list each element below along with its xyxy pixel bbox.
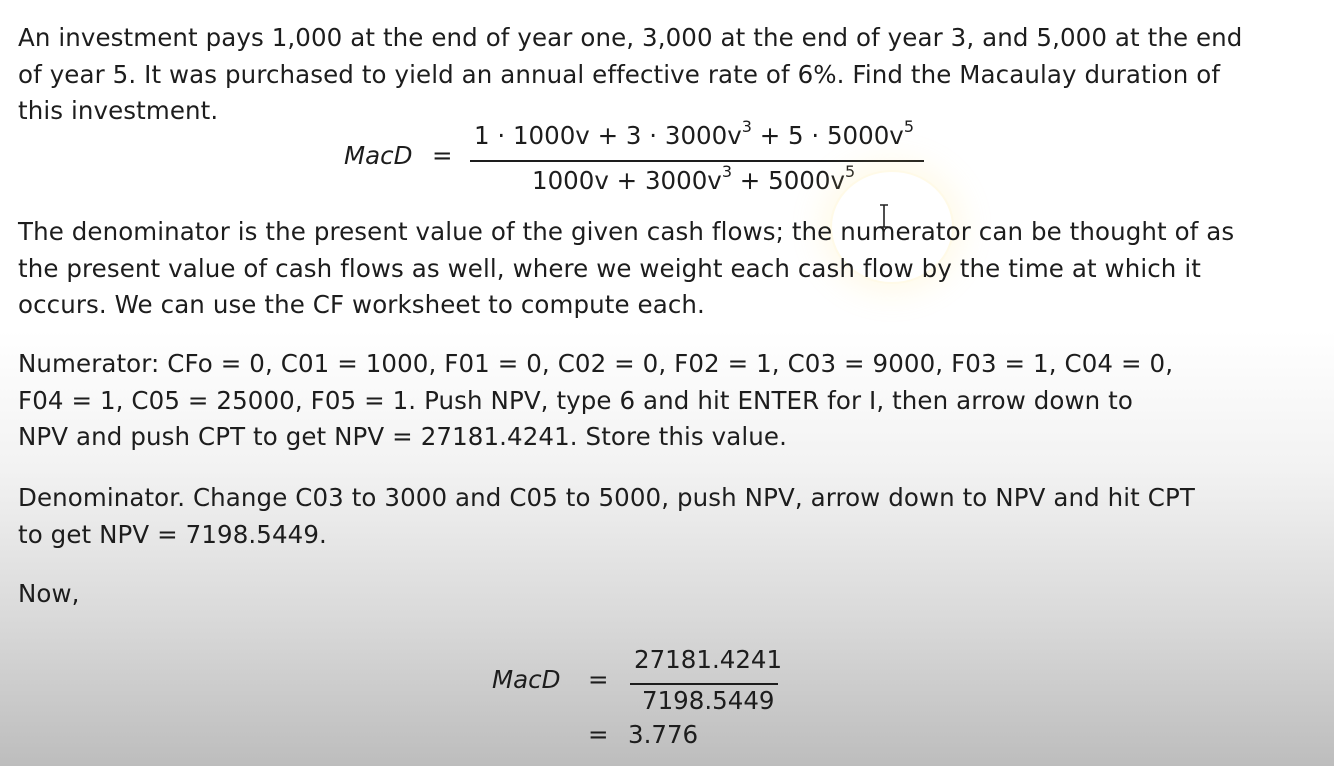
denominator-line-1: Denominator. Change C03 to 3000 and C05 to 5000, push NPV, arrow down to NPV and hit CPT bbox=[18, 483, 1195, 512]
result-equals: = bbox=[588, 665, 609, 694]
formula-lhs: MacD bbox=[344, 141, 413, 170]
numerator-paragraph bbox=[18, 346, 1318, 456]
formula-equals: = bbox=[432, 141, 453, 170]
intro-line-2: of year 5. It was purchased to yield an annual effective rate of 6%. Find the Macaulay duration of bbox=[18, 59, 1221, 89]
result-numerator: 27181.4241 bbox=[634, 645, 783, 674]
formula-denominator: $1000v + 3000v^3 + 5000v^5$ bbox=[532, 162, 856, 195]
numerator-line-1: Numerator: CFo = 0, C01 = 1000, F01 = 0, C02 = 0, F02 = 1, C03 = 9000, F03 = 1, C04 = 0, bbox=[18, 349, 1174, 378]
result-equals-2: = bbox=[588, 720, 609, 749]
numerator-line-2: F04 = 1, C05 = 25000, F05 = 1. Push NPV, type 6 and hit ENTER for I, then arrow down to bbox=[18, 385, 1133, 415]
result-lhs: MacD bbox=[492, 665, 561, 694]
explain-line-3: occurs. We can use the CF worksheet to compute each. bbox=[18, 290, 705, 319]
explain-line-2: the present value of cash flows as well, where we weight each cash flow by the time at which it bbox=[18, 253, 1201, 283]
numerator-line-3: NPV and push CPT to get NPV = 27181.4241. Store this value. bbox=[18, 422, 787, 451]
formula-numerator: $1 \cdot 1000v + 3 \cdot 3000v^3 + 5 \cdot 5000v^5$ bbox=[474, 117, 914, 150]
result-denominator: 7198.5449 bbox=[642, 686, 775, 715]
intro-paragraph bbox=[18, 20, 1318, 130]
fraction-bar bbox=[470, 160, 924, 162]
intro-line-3: this investment. bbox=[18, 96, 219, 125]
intro-line-1: An investment pays 1,000 at the end of year one, 3,000 at the end of year 3, and 5,000 at the end bbox=[18, 23, 1243, 52]
denominator-line-2: to get NPV = 7198.5449. bbox=[18, 519, 327, 549]
denominator-paragraph bbox=[18, 480, 1318, 553]
explain-line-1: The denominator is the present value of the given cash flows; the numerator can be thought of as bbox=[18, 217, 1235, 246]
now-label: Now, bbox=[18, 579, 80, 608]
result-value: 3.776 bbox=[628, 720, 699, 749]
result-fraction-bar bbox=[630, 683, 778, 685]
explanation-paragraph bbox=[18, 214, 1318, 324]
